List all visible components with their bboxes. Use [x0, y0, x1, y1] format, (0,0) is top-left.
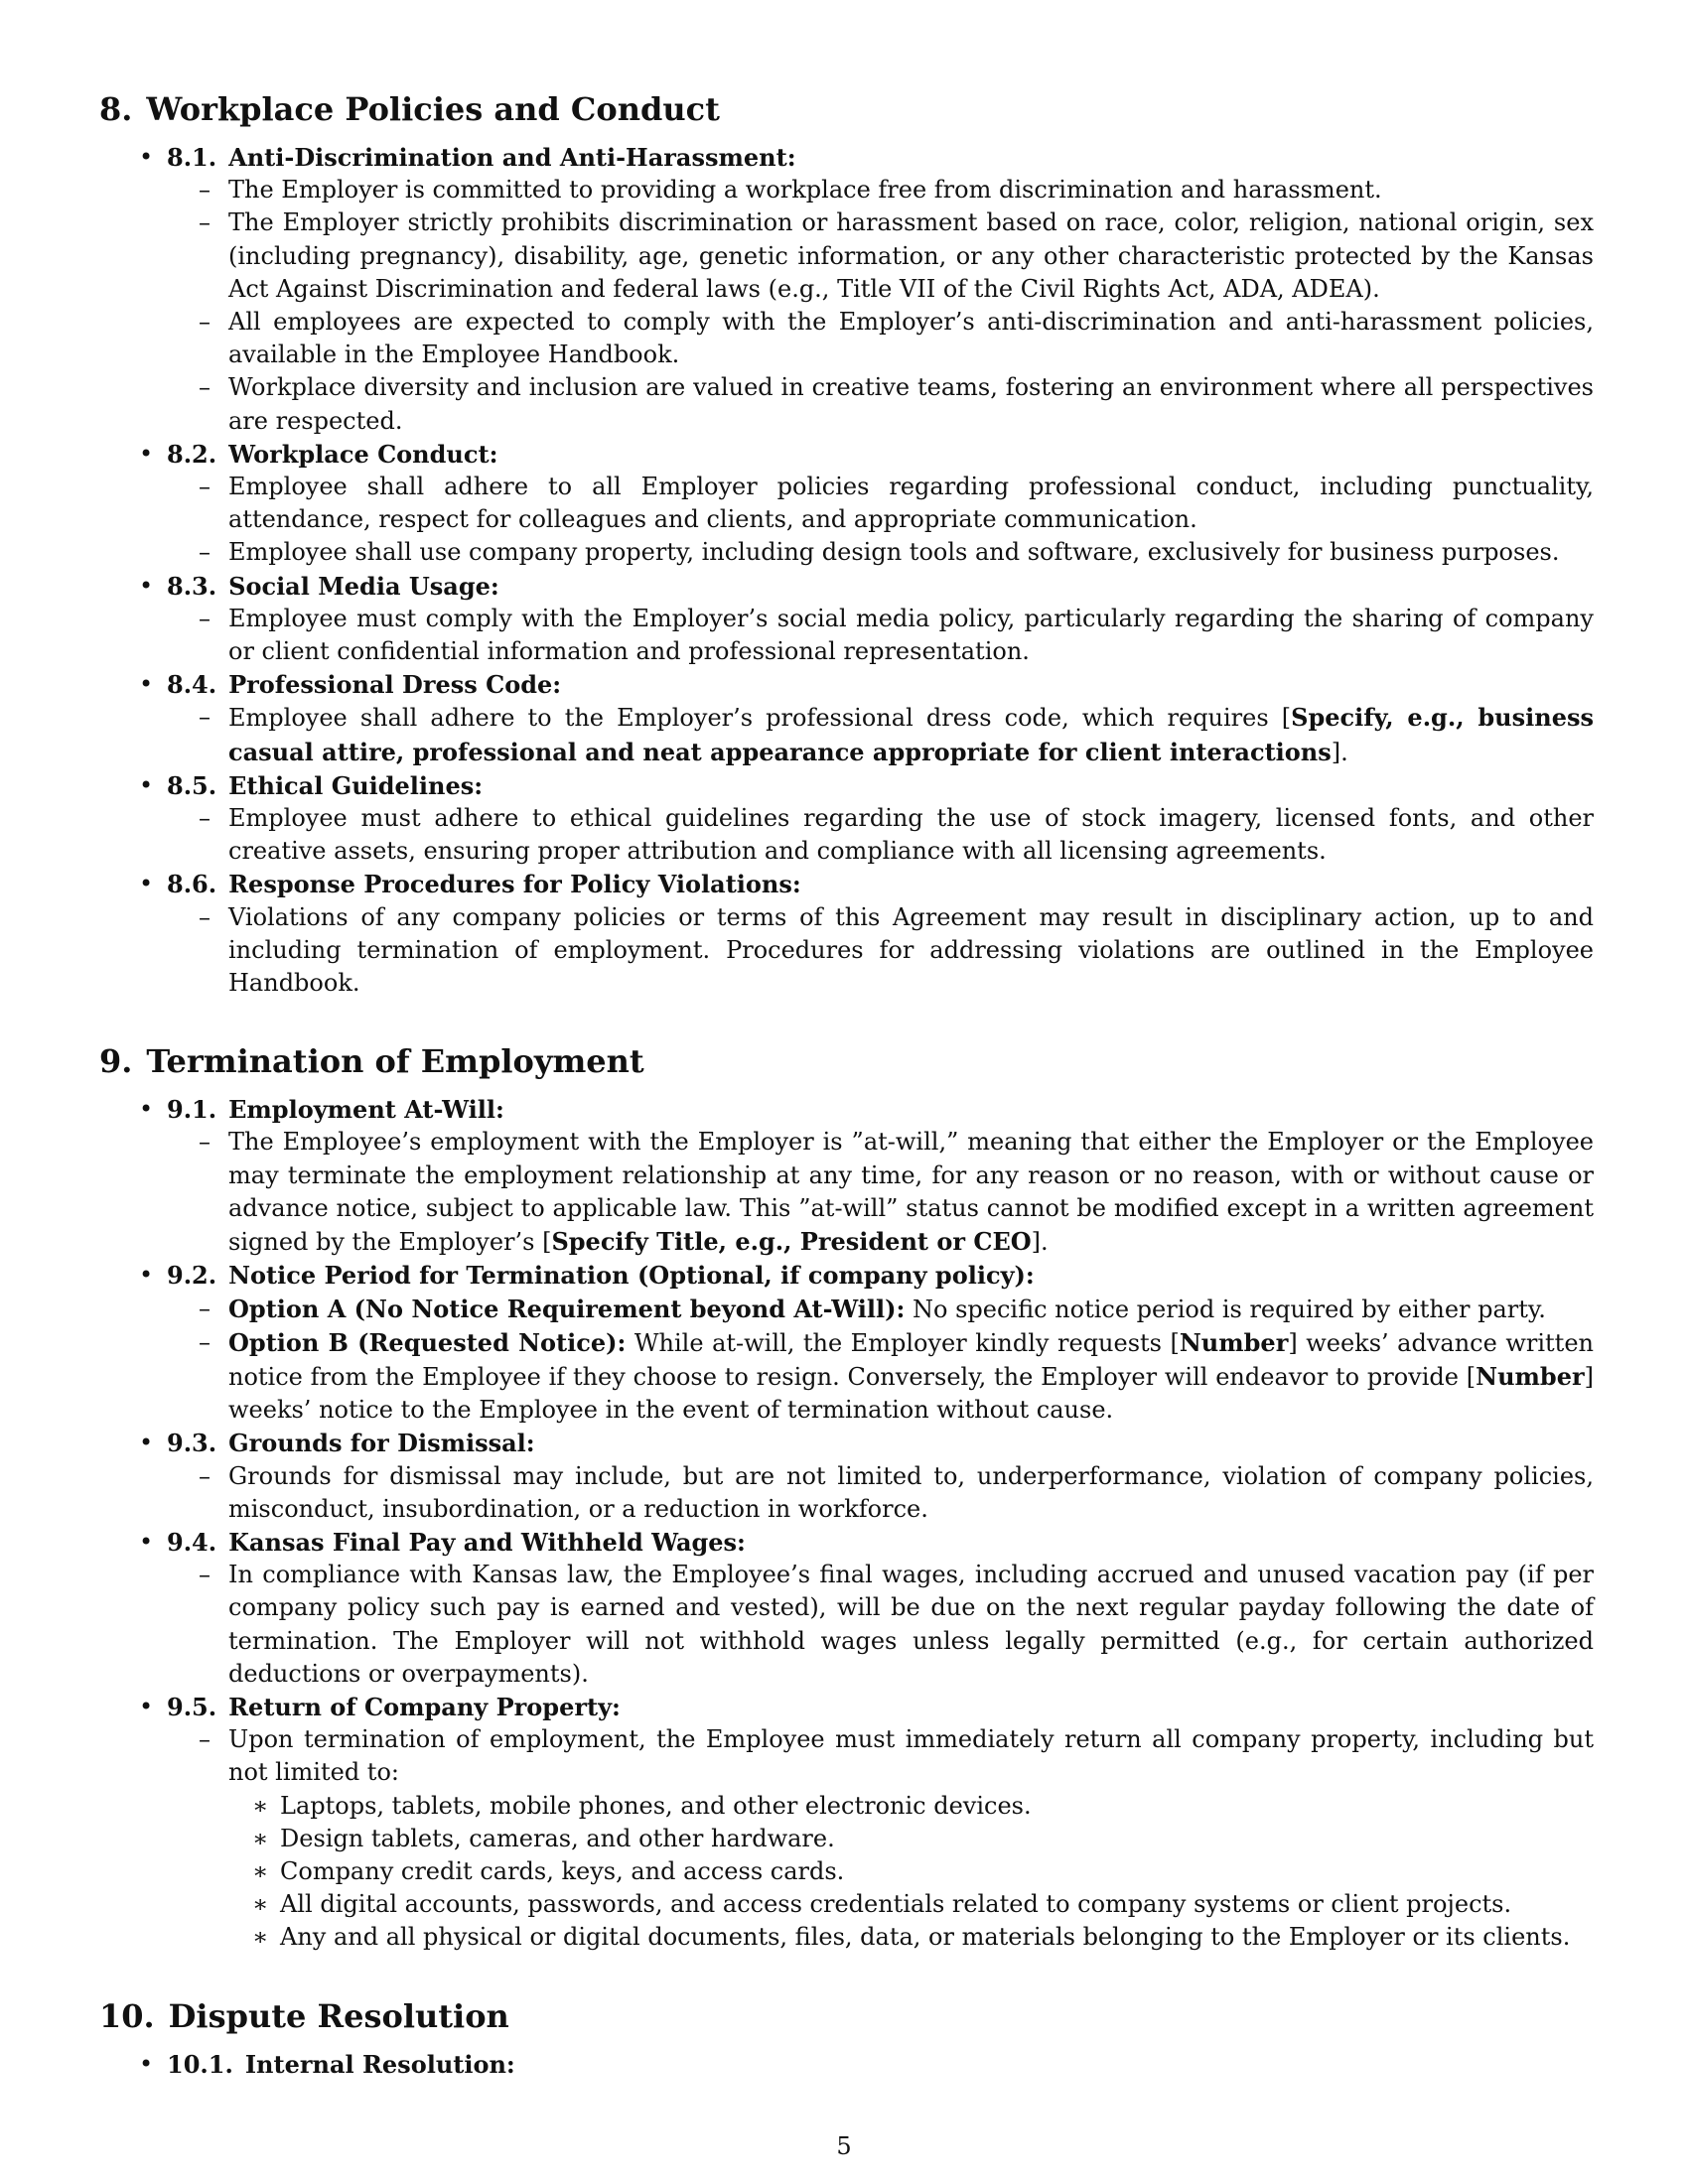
list-item: – Employee must adhere to ethical guidelines regarding the use of stock imagery, licensed fonts, and other creative assets, ensuring proper attribution and compliance with all licensing agreements. [228, 802, 1594, 868]
option-label: Option A (No Notice Requirement beyond At-Will): [228, 1294, 906, 1323]
property-item: ∗ Any and all physical or digital documents, files, data, or materials belonging to the Employer or its clients. [280, 1921, 1594, 1954]
list-item: – Employee shall adhere to all Employer policies regarding professional conduct, including punctuality, attendance, respect for colleagues and clients, and appropriate communication. [228, 471, 1594, 536]
text-span: While at-will, the Employer kindly requests [ [633, 1328, 1180, 1357]
subsection-8-3 [167, 570, 1594, 669]
text-span: Employee shall adhere to the Employer’s professional dress code, which requires [ [228, 704, 1292, 733]
list-item: – Grounds for dismissal may include, but are not limited to, underperformance, violation of company policies, misconduct, insubordination, or a reduction in workforce. [228, 1460, 1594, 1526]
option-b-item [228, 1326, 1594, 1428]
subsection-number: 9.4. [167, 1527, 217, 1557]
list-item: – All employees are expected to comply with the Employer’s anti-discrimination and anti-harassment policies, available in the Employee Handbook. [228, 306, 1594, 371]
list-item: – Workplace diversity and inclusion are valued in creative teams, fostering an environment where all perspectives are respected. [228, 371, 1594, 437]
placeholder-text: Number [1476, 1361, 1585, 1391]
subsection-8-2 [167, 438, 1594, 570]
subsection-title: Anti-Discrimination and Anti-Harassment: [228, 143, 796, 172]
list-item [228, 701, 1594, 768]
list-item: – The Employer is committed to providing a workplace free from discrimination and harassment. [228, 174, 1594, 206]
list-item [228, 1126, 1594, 1259]
subsection-9-5 [167, 1691, 1594, 1955]
subsection-number: 8.3. [167, 571, 217, 601]
subsection-8-6 [167, 868, 1594, 1000]
subsection-title: Return of Company Property: [228, 1692, 621, 1721]
text-span: ] weeks’ notice to the Employee in the event of termination without cause. [228, 1362, 1594, 1425]
list-item: – The Employer strictly prohibits discrimination or harassment based on race, color, religion, national origin, sex (including pregnancy), disability, age, genetic information, or any other characteristic protected by the Kansas Act Against Discrimination and federal laws (e.g., Title VII of the Civil Rights Act, ADA, ADEA). [228, 206, 1594, 306]
subsection-number: 9.2. [167, 1261, 217, 1291]
subsection-number: 9.3. [167, 1429, 217, 1458]
subsection-title: Professional Dress Code: [228, 670, 562, 700]
property-item: ∗ Design tablets, cameras, and other hardware. [280, 1823, 1594, 1855]
subsection-title: Notice Period for Termination (Optional, if company policy): [228, 1261, 1035, 1291]
section-heading [99, 1996, 1594, 2036]
text-span: ] weeks’ advance written notice from the Employee if they choose to resign. Conversely, the Employer will endeavor to provide [ [228, 1328, 1594, 1391]
subsection-title: Workplace Conduct: [228, 439, 498, 469]
placeholder-text: Number [1179, 1327, 1289, 1357]
text-span: The Employee’s employment with the Employer is ”at-will,” meaning that either the Employer or the Employee may terminate the employment relationship at any time, for any reason or no reason, with or without cause or advance notice, subject to applicable law. This ”at-will” status cannot be modified except in a written agreement signed by the Employer’s [ [228, 1128, 1594, 1257]
section-heading [99, 89, 1594, 129]
subsection-number: 8.5. [167, 770, 217, 800]
subsection-8-4 [167, 668, 1594, 769]
list-item: – Violations of any company policies or terms of this Agreement may result in disciplinary action, up to and including termination of employment. Procedures for addressing violations are outlined in the Employee Handbook. [228, 901, 1594, 1001]
text-span: Upon termination of employment, the Employee must immediately return all company property, including but not limited to: [228, 1725, 1594, 1787]
subsection-number: 8.6. [167, 870, 217, 899]
subsection-title: Internal Resolution: [244, 2049, 515, 2079]
section-10 [99, 1996, 1594, 2081]
subsection-9-4 [167, 1526, 1594, 1691]
subsection-number: 8.4. [167, 670, 217, 700]
page-number: 5 [836, 2132, 852, 2160]
section-title: Termination of Employment [146, 1042, 644, 1081]
subsection-number: 10.1. [167, 2049, 233, 2079]
section-heading [99, 1041, 1594, 1081]
subsection-8-5 [167, 769, 1594, 869]
subsection-title: Kansas Final Pay and Withheld Wages: [228, 1527, 746, 1557]
property-item: ∗ All digital accounts, passwords, and access credentials related to company systems or client projects. [280, 1888, 1594, 1921]
placeholder-text: Specify, e.g., business casual attire, professional and neat appearance appropriate for client interactions [228, 703, 1594, 766]
list-item: – Employee shall use company property, including design tools and software, exclusively for business purposes. [228, 536, 1594, 569]
subsection-title: Social Media Usage: [228, 571, 499, 601]
section-9 [99, 1041, 1594, 1954]
subsection-number: 8.2. [167, 439, 217, 469]
list-item [228, 1723, 1594, 1954]
subsection-number: 9.5. [167, 1692, 217, 1721]
subsection-title: Response Procedures for Policy Violations: [228, 870, 801, 899]
section-title: Workplace Policies and Conduct [146, 90, 720, 128]
subsection-10-1 [167, 2048, 1594, 2081]
list-item: – Employee must comply with the Employer’s social media policy, particularly regarding the sharing of company or client confidential information and professional representation. [228, 603, 1594, 668]
section-number: 9. [99, 1042, 133, 1081]
subsection-9-3 [167, 1427, 1594, 1526]
section-number: 10. [99, 1996, 155, 2035]
text-span: ]. [1331, 738, 1348, 766]
subsection-8-1 [167, 141, 1594, 438]
placeholder-text: Specify Title, e.g., President or CEO [551, 1227, 1032, 1257]
section-number: 8. [99, 90, 133, 128]
text-span: ]. [1031, 1228, 1049, 1257]
subsection-title: Employment At-Will: [228, 1095, 504, 1125]
option-label: Option B (Requested Notice): [228, 1327, 627, 1357]
subsection-9-2 [167, 1259, 1594, 1427]
option-text: No specific notice period is required by either party. [913, 1295, 1546, 1323]
section-8 [99, 89, 1594, 1000]
subsection-9-1 [167, 1093, 1594, 1259]
property-item: ∗ Laptops, tablets, mobile phones, and other electronic devices. [280, 1790, 1594, 1823]
subsection-number: 9.1. [167, 1095, 217, 1125]
subsection-title: Ethical Guidelines: [228, 770, 484, 800]
subsection-title: Grounds for Dismissal: [228, 1429, 535, 1458]
document-page [99, 89, 1594, 2122]
subsection-number: 8.1. [167, 143, 217, 172]
list-item: – In compliance with Kansas law, the Employee’s final wages, including accrued and unused vacation pay (if per company policy such pay is earned and vested), will be due on the next regular payday following the date of termination. The Employer will not withhold wages unless legally permitted (e.g., for certain authorized deductions or overpayments). [228, 1559, 1594, 1691]
option-a-item [228, 1293, 1594, 1326]
section-title: Dispute Resolution [168, 1996, 509, 2035]
property-item: ∗ Company credit cards, keys, and access cards. [280, 1855, 1594, 1888]
